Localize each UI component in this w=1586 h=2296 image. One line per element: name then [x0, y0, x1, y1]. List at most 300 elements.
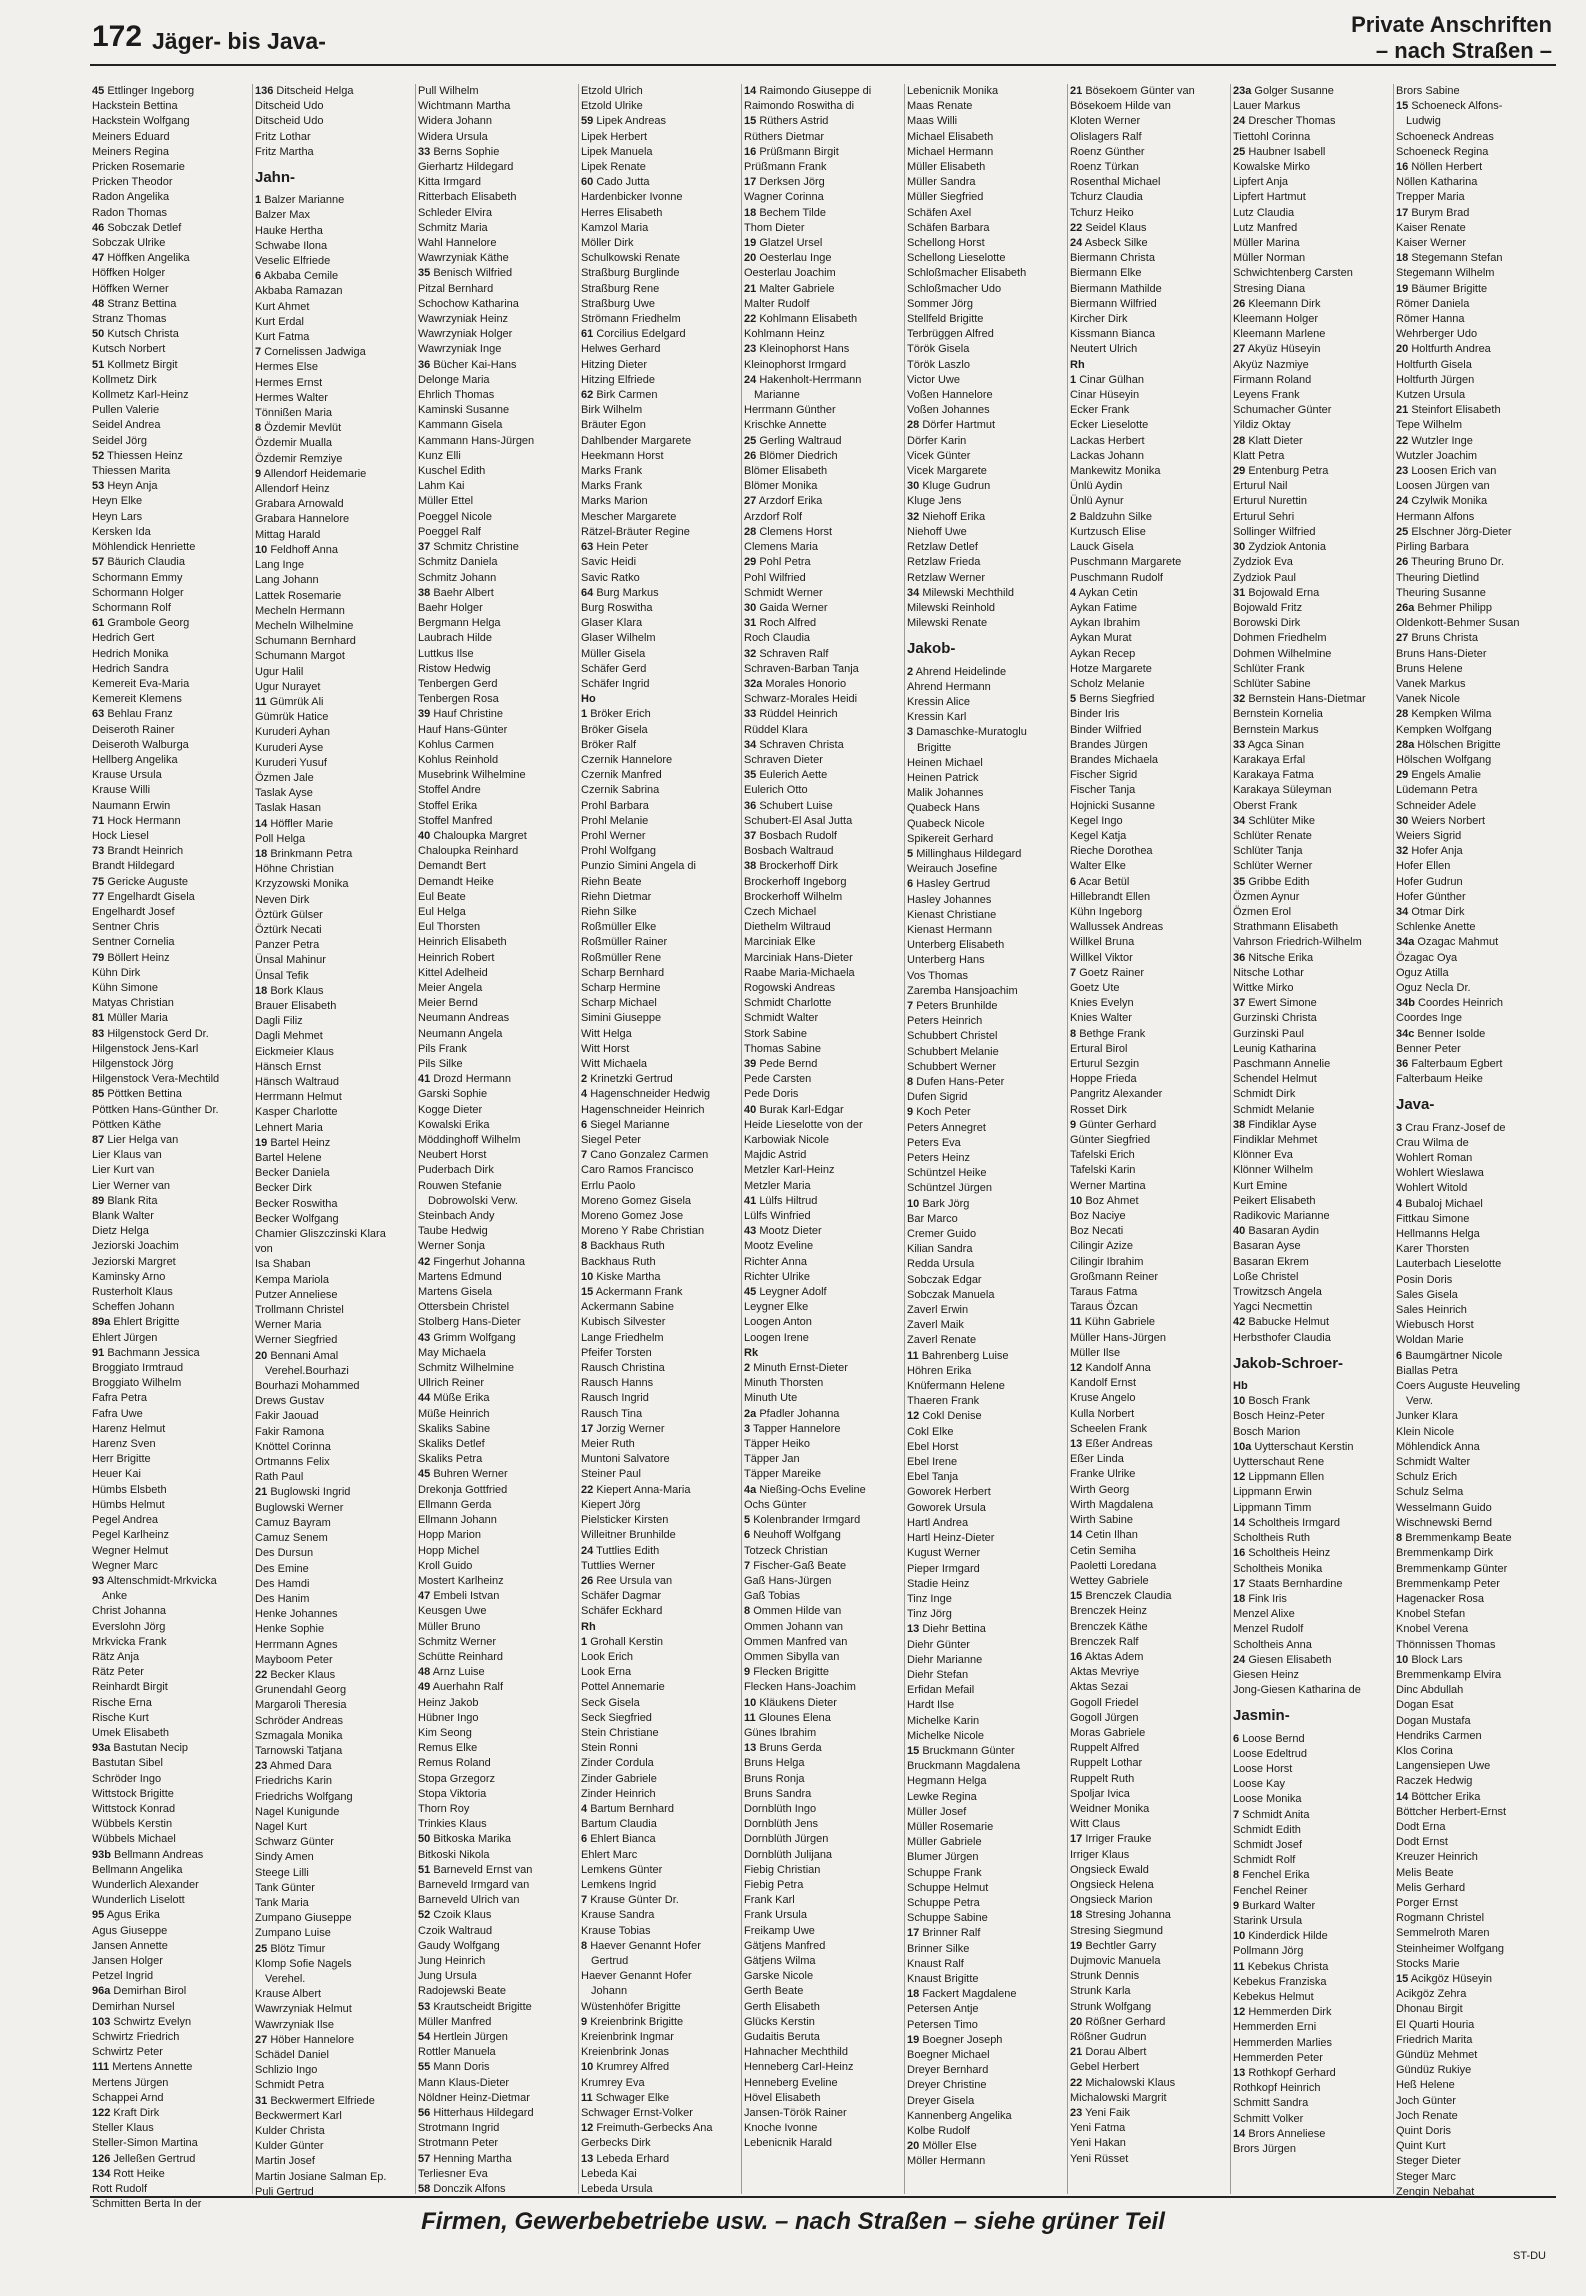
resident-entry	[1233, 890, 1389, 905]
resident-name: Wehrberger Udo	[1396, 328, 1478, 341]
resident-entry	[1233, 1331, 1389, 1346]
resident-entry	[1070, 601, 1226, 616]
resident-entry	[92, 358, 248, 373]
resident-name: Meier Angela	[418, 981, 483, 994]
resident-name: Witt Horst	[581, 1042, 630, 1055]
resident-name: Eul Thorsten	[418, 921, 481, 934]
resident-name: Biermann Wilfried	[1070, 297, 1157, 310]
resident-entry	[418, 935, 574, 950]
resident-name: Martin Josef	[255, 2155, 315, 2168]
resident-entry	[92, 1300, 248, 1315]
resident-entry	[92, 1376, 248, 1391]
resident-entry	[255, 999, 411, 1014]
street-heading: Jahn-	[255, 169, 296, 187]
resident-entry	[255, 801, 411, 816]
resident-entry	[744, 342, 900, 357]
resident-entry	[255, 1242, 411, 1257]
resident-name: Schmidt Walter	[1396, 1456, 1471, 1469]
resident-entry	[1396, 2078, 1552, 2093]
resident-entry	[907, 862, 1063, 877]
resident-name: Lackas Johann	[1070, 449, 1144, 462]
resident-entry	[92, 1057, 248, 1072]
district-code: Ho	[581, 693, 596, 706]
resident-name: Krause Tobias	[581, 1924, 651, 1937]
resident-name: Menzel Rudolf	[1233, 1623, 1304, 1636]
resident-name: Hojnicki Susanne	[1070, 799, 1155, 812]
resident-name: Grimm Wolfgang	[433, 1331, 516, 1344]
resident-name: Thaeren Frank	[907, 1395, 980, 1408]
resident-entry	[92, 84, 248, 99]
resident-entry	[744, 525, 900, 540]
resident-entry	[92, 2106, 248, 2121]
resident-name: Ehlert Marc	[581, 1848, 638, 1861]
resident-entry	[744, 859, 900, 874]
resident-entry	[1233, 905, 1389, 920]
resident-entry	[581, 1239, 737, 1254]
resident-entry	[1396, 996, 1552, 1011]
resident-entry	[744, 1361, 900, 1376]
house-number: 43	[418, 1331, 431, 1344]
resident-entry	[418, 844, 574, 859]
resident-name: Bitkoski Nikola	[418, 1848, 490, 1861]
resident-name: Bachmann Jessica	[107, 1346, 200, 1359]
resident-entry	[1070, 494, 1226, 509]
resident-name: Stocks Marie	[1396, 1957, 1460, 1970]
resident-entry	[581, 434, 737, 449]
resident-name: Özagac Oya	[1396, 951, 1458, 964]
directory-column	[252, 84, 415, 2198]
resident-entry	[1396, 1653, 1552, 1668]
resident-entry	[581, 494, 737, 509]
resident-name: Kamzol Maria	[581, 221, 649, 234]
resident-name: Look Erna	[581, 1666, 632, 1679]
house-number: 8	[1396, 1532, 1403, 1545]
resident-name: Dorau Albert	[1085, 2046, 1147, 2059]
resident-entry	[1396, 1257, 1552, 1272]
resident-entry	[744, 1772, 900, 1787]
resident-entry	[418, 327, 574, 342]
resident-entry	[1233, 1929, 1389, 1944]
resident-name: Ewert Simone	[1248, 997, 1317, 1010]
resident-entry	[255, 984, 411, 999]
resident-name: Marks Frank	[581, 480, 643, 493]
resident-name: Hofer Anja	[1411, 845, 1463, 858]
resident-name: Prohl Wolfgang	[581, 845, 657, 858]
resident-name: Ludwig	[1406, 115, 1441, 128]
resident-name: Schmidt Melanie	[1233, 1103, 1315, 1116]
resident-entry	[1396, 1668, 1552, 1683]
resident-name: Kempa Mariola	[255, 1273, 329, 1286]
resident-name: Aktas Sezai	[1070, 1681, 1129, 1694]
resident-entry	[255, 1075, 411, 1090]
resident-name: Kircher Dirk	[1070, 313, 1128, 326]
resident-entry	[744, 799, 900, 814]
resident-entry	[1233, 875, 1389, 890]
house-number: 9	[255, 467, 262, 480]
house-number: 11	[907, 1349, 919, 1362]
resident-entry	[1070, 768, 1226, 783]
resident-name: Boz Naciye	[1070, 1210, 1126, 1223]
resident-name: Wesselmann Guido	[1396, 1501, 1492, 1514]
resident-name: Mann Klaus-Dieter	[418, 2076, 510, 2089]
house-number: 8	[1233, 1869, 1240, 1882]
resident-entry	[1233, 2096, 1389, 2111]
resident-entry	[581, 616, 737, 631]
house-number: 11	[255, 695, 267, 708]
resident-entry	[1233, 1899, 1389, 1914]
resident-entry	[744, 647, 900, 662]
resident-name: Wischnewski Bernd	[1396, 1516, 1492, 1529]
resident-entry	[744, 1118, 900, 1133]
resident-entry	[92, 631, 248, 646]
resident-name: Kleemann Marlene	[1233, 328, 1326, 341]
resident-entry	[92, 2136, 248, 2151]
resident-entry	[418, 1665, 574, 1680]
resident-entry	[255, 1257, 411, 1272]
house-number: 28a	[1396, 738, 1415, 751]
resident-entry	[1233, 1683, 1389, 1698]
resident-entry	[1396, 1638, 1552, 1653]
resident-name: Kuschel Edith	[418, 465, 486, 478]
resident-name: Harenz Helmut	[92, 1422, 166, 1435]
resident-name: Glounes Elena	[758, 1711, 831, 1724]
resident-entry	[92, 1954, 248, 1969]
resident-entry	[1233, 692, 1389, 707]
resident-name: Uytterschaut Rene	[1233, 1456, 1325, 1469]
resident-name: Schoeneck Alfons-	[1411, 100, 1503, 113]
resident-entry	[92, 905, 248, 920]
resident-entry	[255, 1014, 411, 1029]
resident-name: Richter Anna	[744, 1255, 807, 1268]
district-marker	[1233, 1379, 1389, 1394]
resident-name: Giesen Heinz	[1233, 1668, 1300, 1681]
resident-entry	[255, 1759, 411, 1774]
resident-name: Witt Michaela	[581, 1058, 648, 1070]
resident-name: Bösekoem Hilde van	[1070, 100, 1171, 113]
resident-name: Loose Kay	[1233, 1778, 1285, 1791]
house-number: 44	[418, 1392, 431, 1405]
resident-name: Özdemir Remziye	[255, 452, 343, 465]
resident-entry	[907, 1227, 1063, 1242]
house-number: 4	[1396, 1197, 1403, 1210]
resident-name: Schubert-El Asal Jutta	[744, 814, 853, 827]
resident-name: Müller Ilse	[1070, 1346, 1121, 1359]
resident-entry	[581, 966, 737, 981]
resident-name: Ehlert Brigitte	[113, 1316, 180, 1329]
resident-entry	[1396, 1057, 1552, 1072]
resident-entry	[1396, 1911, 1552, 1926]
resident-name: Michael Elisabeth	[907, 130, 994, 143]
resident-name: Kandolf Ernst	[1070, 1377, 1137, 1390]
house-number: 62	[581, 389, 594, 402]
resident-name: Unterberg Elisabeth	[907, 939, 1005, 952]
house-number: 134	[92, 2167, 111, 2180]
resident-name: Basaran Ayse	[1233, 1240, 1301, 1253]
resident-name: Heekmann Horst	[581, 449, 664, 462]
resident-name: Straßburg Uwe	[581, 297, 655, 310]
resident-name: Blumer Jürgen	[907, 1851, 979, 1864]
resident-name: Haubner Isabell	[1248, 145, 1326, 158]
resident-entry	[418, 160, 574, 175]
resident-name: Wichtmann Martha	[418, 100, 511, 113]
resident-name: Rouwen Stefanie	[418, 1179, 502, 1192]
resident-entry	[1396, 403, 1552, 418]
resident-entry	[1396, 510, 1552, 525]
resident-entry	[744, 571, 900, 586]
resident-entry	[92, 1756, 248, 1771]
resident-name: Bubaloj Michael	[1405, 1197, 1483, 1210]
resident-entry	[581, 1315, 737, 1330]
resident-entry	[1233, 160, 1389, 175]
resident-name: Schmitt Sandra	[1233, 2097, 1309, 2110]
resident-name: Wutzler Joachim	[1396, 449, 1478, 462]
house-number: 39	[744, 1058, 757, 1070]
resident-name: Drozd Hermann	[433, 1073, 511, 1086]
resident-entry	[1396, 2154, 1552, 2169]
resident-entry	[418, 1072, 574, 1087]
resident-entry	[92, 844, 248, 859]
resident-name: Knobel Stefan	[1396, 1608, 1466, 1621]
resident-entry	[1396, 1379, 1552, 1394]
resident-name: Pielsticker Kirsten	[581, 1514, 669, 1527]
directory-column	[578, 84, 741, 2194]
resident-name: Goworek Ursula	[907, 1501, 986, 1514]
resident-entry	[744, 875, 900, 890]
resident-name: Weirauch Josefine	[907, 863, 998, 876]
house-number: 93a	[92, 1742, 111, 1755]
resident-name: Willeitner Brunhilde	[581, 1529, 676, 1542]
resident-entry	[744, 1574, 900, 1589]
resident-entry	[744, 1726, 900, 1741]
house-number: 60	[581, 176, 594, 189]
resident-entry	[907, 710, 1063, 725]
resident-name: Herrmann Agnes	[255, 1638, 338, 1651]
resident-entry	[1070, 145, 1226, 160]
resident-entry	[255, 543, 411, 558]
resident-entry	[1233, 2081, 1389, 2096]
resident-name: Bellmann Angelika	[92, 1863, 183, 1876]
resident-name: Firmann Roland	[1233, 373, 1312, 386]
resident-entry	[418, 1422, 574, 1437]
resident-name: Steege Lilli	[255, 1866, 309, 1879]
resident-name: Dahlbender Margarete	[581, 434, 692, 447]
resident-name: Wohlert Witold	[1396, 1182, 1468, 1195]
resident-entry	[255, 1470, 411, 1485]
resident-name: Goetz Ute	[1070, 981, 1120, 994]
resident-entry	[418, 799, 574, 814]
resident-name: Wawrzyniak Helmut	[255, 2003, 352, 2016]
resident-name: Gaß Tobias	[744, 1590, 801, 1603]
resident-name: Meiners Regina	[92, 145, 170, 158]
resident-entry	[1396, 662, 1552, 677]
page-header	[0, 0, 1586, 82]
resident-entry	[1396, 1440, 1552, 1455]
resident-name: Heyn Anja	[107, 480, 158, 493]
resident-entry	[1233, 981, 1389, 996]
resident-entry	[744, 586, 900, 601]
resident-name: Sommer Jörg	[907, 297, 974, 310]
resident-name: Heyn Lars	[92, 510, 143, 523]
resident-name: Goetz Rainer	[1079, 966, 1144, 979]
resident-name: Knöttel Corinna	[255, 1440, 331, 1453]
resident-entry	[418, 2182, 574, 2197]
resident-entry	[255, 619, 411, 634]
resident-name: Panzer Petra	[255, 939, 320, 952]
resident-entry	[907, 786, 1063, 801]
resident-name: Jorzig Werner	[596, 1422, 665, 1435]
house-number: 24	[1396, 495, 1409, 508]
resident-entry	[92, 1422, 248, 1437]
resident-name: Schuppe Frank	[907, 1866, 982, 1879]
resident-entry	[1070, 1924, 1226, 1939]
resident-name: Wegner Marc	[92, 1559, 158, 1572]
resident-entry	[581, 996, 737, 1011]
resident-name: Mecheln Hermann	[255, 604, 345, 617]
resident-name: Schulz Selma	[1396, 1486, 1464, 1499]
resident-entry	[92, 388, 248, 403]
house-number: 18	[255, 984, 268, 997]
house-number: 2a	[744, 1407, 757, 1420]
resident-entry	[1396, 647, 1552, 662]
resident-name: Sobczak Edgar	[907, 1273, 982, 1286]
resident-name: Gogoll Jürgen	[1070, 1711, 1139, 1724]
resident-name: Raabe Maria-Michaela	[744, 966, 855, 979]
resident-entry	[581, 1103, 737, 1118]
resident-entry	[1070, 555, 1226, 570]
resident-entry	[1070, 1848, 1226, 1863]
resident-entry	[744, 1194, 900, 1209]
resident-name: Aykan Cetin	[1078, 586, 1138, 599]
resident-name: Eul Beate	[418, 890, 466, 903]
resident-name: Dietz Helga	[92, 1225, 149, 1238]
house-number: 14	[1233, 1516, 1246, 1529]
resident-name: Minuth Thorsten	[744, 1377, 824, 1390]
resident-name: Buhren Werner	[433, 1468, 508, 1481]
directory-columns	[90, 84, 1556, 2211]
resident-name: Cokl Denise	[922, 1410, 982, 1423]
resident-name: Raimondo Giuseppe di	[759, 85, 872, 97]
resident-name: Özmen Aynur	[1233, 890, 1300, 903]
resident-name: Garski Sophie	[418, 1088, 488, 1101]
resident-entry	[1396, 297, 1552, 312]
resident-name: Pirling Barbara	[1396, 541, 1469, 554]
house-number: 21	[744, 282, 757, 295]
resident-name: Hemmerden Dirk	[1248, 2006, 1332, 2019]
resident-entry	[581, 1011, 737, 1026]
resident-name: Blank Rita	[107, 1194, 158, 1207]
resident-name: Täpper Mareike	[744, 1468, 822, 1481]
resident-entry	[418, 814, 574, 829]
resident-entry	[92, 1878, 248, 1893]
resident-entry	[744, 2030, 900, 2045]
resident-entry	[418, 1711, 574, 1726]
resident-entry	[581, 1346, 737, 1361]
house-number: 2	[1070, 510, 1077, 523]
resident-name: Franke Ulrike	[1070, 1468, 1136, 1481]
resident-name: Herrmann Günther	[744, 404, 836, 417]
resident-entry	[255, 467, 411, 482]
resident-entry	[92, 2121, 248, 2136]
house-number: 25	[744, 434, 757, 447]
resident-entry	[1070, 1513, 1226, 1528]
resident-name: Kressin Alice	[907, 695, 970, 708]
section-title-line2: – nach Straßen –	[1375, 38, 1552, 63]
resident-entry	[255, 771, 411, 786]
resident-name: Gündüz Mehmet	[1396, 2049, 1478, 2061]
section-title	[1351, 12, 1552, 64]
resident-name: Des Hanim	[255, 1592, 310, 1605]
resident-name: Krischke Annette	[744, 419, 827, 432]
resident-name: Bremmenkamp Elvira	[1396, 1668, 1502, 1681]
resident-entry	[1070, 631, 1226, 646]
resident-name: Jeziorski Joachim	[92, 1240, 179, 1253]
house-number: 42	[1233, 1316, 1246, 1329]
house-number: 61	[92, 617, 105, 630]
resident-entry	[907, 908, 1063, 923]
resident-entry	[418, 1589, 574, 1604]
resident-entry	[418, 555, 574, 570]
resident-entry	[581, 206, 737, 221]
resident-name: Hermann Alfons	[1396, 510, 1475, 523]
resident-entry	[581, 236, 737, 251]
resident-name: Schmitz Daniela	[418, 556, 498, 569]
house-number: 26	[1396, 556, 1409, 569]
resident-name: Schloßmacher Udo	[907, 282, 1002, 295]
resident-name: Brenczek Käthe	[1070, 1620, 1148, 1633]
resident-entry	[907, 282, 1063, 297]
resident-name: Bösekoem Günter van	[1085, 85, 1195, 97]
resident-name: Hauf Christine	[433, 708, 504, 721]
resident-name: Wegner Helmut	[92, 1544, 169, 1557]
resident-entry	[1070, 1331, 1226, 1346]
resident-name: Brinner Silke	[907, 1942, 970, 1955]
resident-name: Raimondo Roswitha di	[744, 100, 855, 113]
resident-name: Ackermann Sabine	[581, 1301, 674, 1314]
resident-name: Böttcher Erika	[1411, 1790, 1481, 1803]
resident-entry	[1396, 951, 1552, 966]
resident-entry	[1233, 996, 1389, 1011]
resident-entry	[907, 1972, 1063, 1987]
resident-entry	[418, 1103, 574, 1118]
resident-name: Des Hamdi	[255, 1577, 310, 1590]
resident-entry	[1070, 114, 1226, 129]
resident-name: Bork Klaus	[270, 984, 324, 997]
resident-entry	[255, 1668, 411, 1683]
resident-entry	[1396, 1501, 1552, 1516]
resident-name: Bethge Frank	[1079, 1027, 1146, 1040]
resident-name: Basaran Aydin	[1248, 1225, 1320, 1238]
resident-name: Hasley Johannes	[907, 893, 992, 906]
resident-entry	[92, 1270, 248, 1285]
resident-name: Aykan Murat	[1070, 632, 1132, 645]
resident-entry	[1233, 1562, 1389, 1577]
resident-name: Schulz Erich	[1396, 1471, 1458, 1484]
house-number: 10	[1233, 1395, 1246, 1408]
resident-name: Punzio Simini Angela di	[581, 860, 696, 873]
resident-name: Brandt Hildegard	[92, 860, 175, 873]
resident-entry	[744, 1163, 900, 1178]
resident-name: Kegel Katja	[1070, 829, 1127, 842]
resident-name: Rogowski Andreas	[744, 981, 836, 994]
resident-entry	[581, 510, 737, 525]
resident-entry	[92, 479, 248, 494]
resident-entry	[1233, 403, 1389, 418]
resident-entry	[907, 251, 1063, 266]
resident-entry	[907, 1744, 1063, 1759]
resident-name: Harenz Sven	[92, 1438, 156, 1451]
resident-name: Boz Ahmet	[1085, 1194, 1139, 1207]
house-number: 18	[744, 206, 757, 219]
